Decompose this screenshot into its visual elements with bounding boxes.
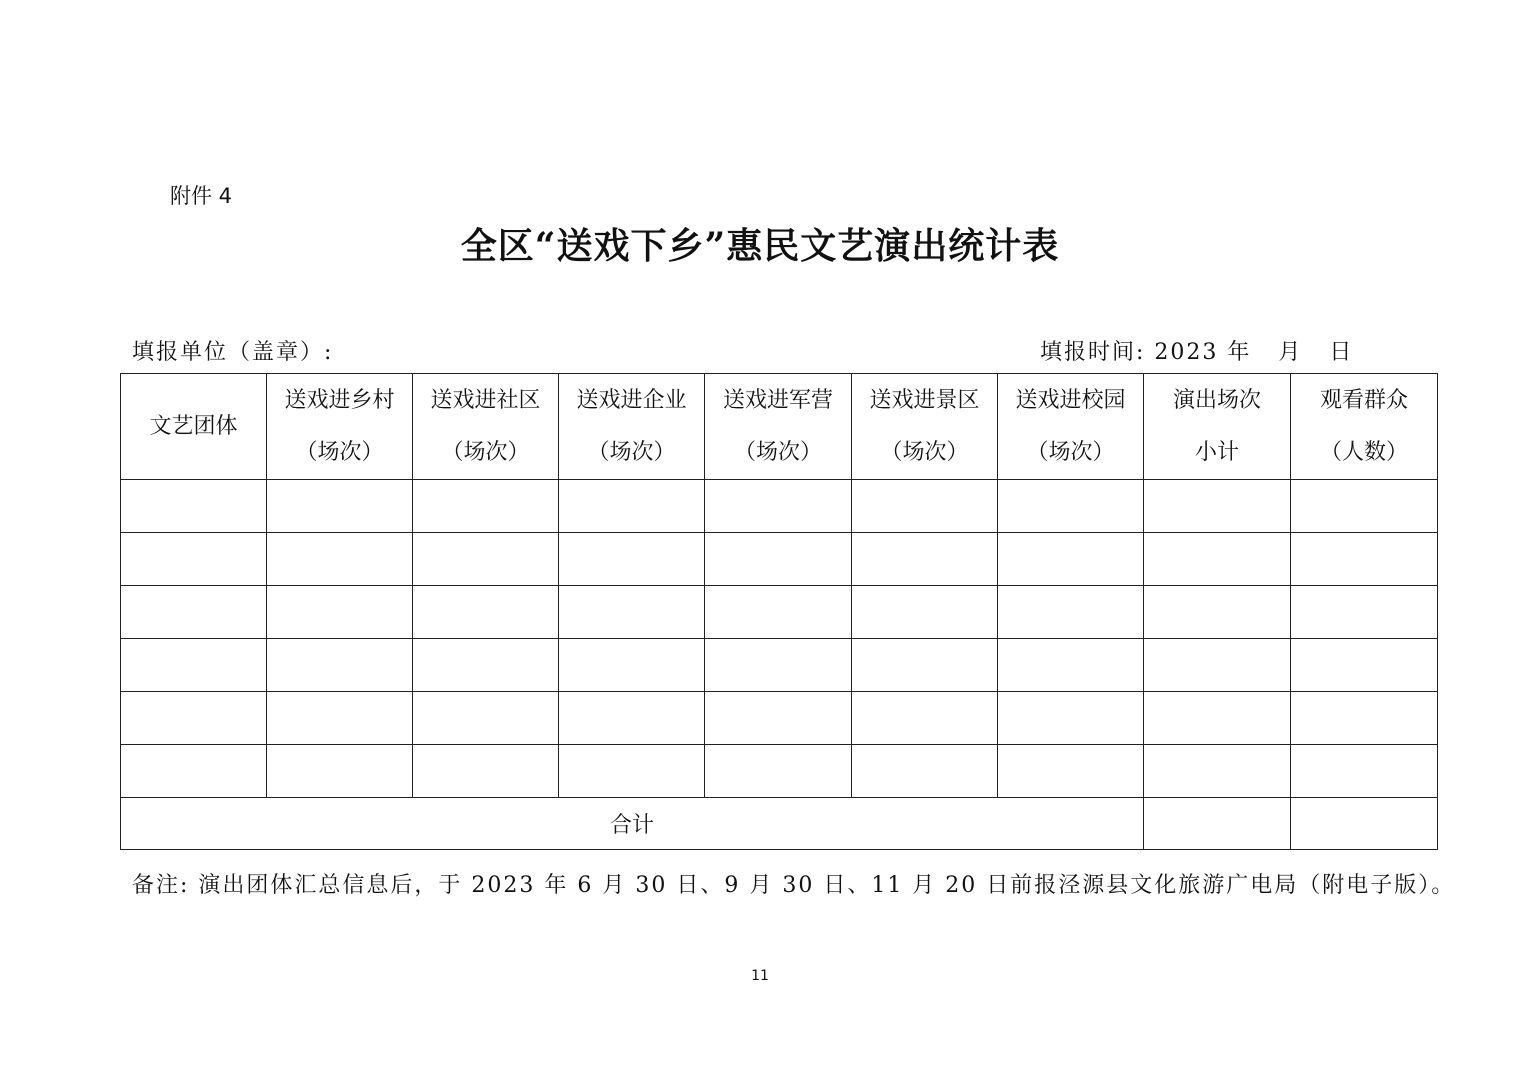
table-cell[interactable] xyxy=(705,745,852,798)
header-cell-enterprise xyxy=(559,374,705,480)
table-cell[interactable] xyxy=(413,586,559,639)
table-cell[interactable] xyxy=(121,692,267,745)
header-label: 送戏进社区 xyxy=(430,387,541,413)
table-cell[interactable] xyxy=(267,639,413,692)
header-cell-group xyxy=(121,374,267,480)
header-label: 文艺团体 xyxy=(149,413,238,439)
footnote: 备注: 演出团体汇总信息后，于 2023 年 6 月 30 日、9 月 30 日、11 月 20 日前报泾源县文化旅游广电局（附电子版）。 xyxy=(132,873,1456,898)
header-unit: （场次） xyxy=(880,439,969,465)
table-cell[interactable] xyxy=(1291,480,1438,533)
table-cell[interactable] xyxy=(705,533,852,586)
table-cell[interactable] xyxy=(998,586,1144,639)
statistics-table xyxy=(120,373,1438,850)
table-cell[interactable] xyxy=(121,480,267,533)
table-cell[interactable] xyxy=(998,692,1144,745)
table-cell[interactable] xyxy=(559,639,705,692)
header-cell-community xyxy=(413,374,559,480)
table-cell[interactable] xyxy=(852,586,998,639)
table-cell[interactable] xyxy=(121,533,267,586)
header-label: 送戏进军营 xyxy=(722,387,833,413)
table-cell[interactable] xyxy=(1291,586,1438,639)
table-cell[interactable] xyxy=(1291,533,1438,586)
table-row xyxy=(121,533,1438,586)
table-cell[interactable] xyxy=(1291,745,1438,798)
page-number: 11 xyxy=(751,968,769,984)
table-cell[interactable] xyxy=(1291,639,1438,692)
table-cell[interactable] xyxy=(998,533,1144,586)
table-cell[interactable] xyxy=(705,692,852,745)
table-cell[interactable] xyxy=(559,480,705,533)
table-cell[interactable] xyxy=(559,533,705,586)
table-cell[interactable] xyxy=(1144,533,1291,586)
table-cell[interactable] xyxy=(852,480,998,533)
table-cell[interactable] xyxy=(852,533,998,586)
table-cell[interactable] xyxy=(1144,586,1291,639)
header-cell-scenic-area xyxy=(852,374,998,480)
table-cell[interactable] xyxy=(267,533,413,586)
table-cell[interactable] xyxy=(852,745,998,798)
table-cell[interactable] xyxy=(852,692,998,745)
attachment-label: 附件 4 xyxy=(170,184,233,208)
table-cell[interactable] xyxy=(559,692,705,745)
header-label: 送戏进企业 xyxy=(576,387,687,413)
table-cell[interactable] xyxy=(413,745,559,798)
table-cell[interactable] xyxy=(998,480,1144,533)
header-unit: （场次） xyxy=(441,439,530,465)
header-cell-campus xyxy=(998,374,1144,480)
header-cell-subtotal xyxy=(1144,374,1291,480)
table-cell[interactable] xyxy=(413,533,559,586)
total-label: 合计 xyxy=(121,798,1144,850)
table-cell[interactable] xyxy=(413,639,559,692)
table-cell[interactable] xyxy=(1144,692,1291,745)
table-cell[interactable] xyxy=(121,586,267,639)
header-unit: （场次） xyxy=(1026,439,1115,465)
table-cell[interactable] xyxy=(1144,480,1291,533)
table-cell[interactable] xyxy=(705,480,852,533)
table-cell[interactable] xyxy=(705,586,852,639)
table-cell[interactable] xyxy=(121,639,267,692)
table-cell[interactable] xyxy=(413,480,559,533)
table-row xyxy=(121,639,1438,692)
total-row xyxy=(121,798,1438,850)
table-cell[interactable] xyxy=(121,745,267,798)
reporting-time-label: 填报时间: 2023 年 月 日 xyxy=(1040,340,1354,365)
header-label: 演出场次 xyxy=(1172,387,1261,413)
table-row xyxy=(121,586,1438,639)
table-cell[interactable] xyxy=(559,745,705,798)
header-label: 观看群众 xyxy=(1319,387,1408,413)
header-cell-barracks xyxy=(705,374,852,480)
header-unit: （人数） xyxy=(1319,439,1408,465)
table-cell[interactable] xyxy=(559,586,705,639)
header-cell-audience xyxy=(1291,374,1438,480)
total-cell-audience[interactable] xyxy=(1291,798,1438,850)
page-title: 全区“送戏下乡”惠民文艺演出统计表 xyxy=(460,225,1060,267)
header-unit: （场次） xyxy=(733,439,822,465)
header-cell-village xyxy=(267,374,413,480)
header-unit: （场次） xyxy=(587,439,676,465)
table-row xyxy=(121,480,1438,533)
table-row xyxy=(121,692,1438,745)
header-unit: （场次） xyxy=(295,439,384,465)
header-label: 送戏进乡村 xyxy=(284,387,395,413)
reporting-unit-label: 填报单位（盖章）: xyxy=(132,340,334,365)
table-cell[interactable] xyxy=(413,692,559,745)
table-cell[interactable] xyxy=(267,586,413,639)
table-cell[interactable] xyxy=(1144,745,1291,798)
table-header-row xyxy=(121,374,1438,480)
table-cell[interactable] xyxy=(1291,692,1438,745)
table-cell[interactable] xyxy=(998,639,1144,692)
header-label: 送戏进景区 xyxy=(869,387,980,413)
header-unit: 小计 xyxy=(1194,439,1239,465)
header-label: 送戏进校园 xyxy=(1015,387,1126,413)
table-cell[interactable] xyxy=(267,692,413,745)
table-cell[interactable] xyxy=(705,639,852,692)
table-cell[interactable] xyxy=(267,480,413,533)
table-row xyxy=(121,745,1438,798)
total-cell-subtotal[interactable] xyxy=(1144,798,1291,850)
table-cell[interactable] xyxy=(1144,639,1291,692)
table-cell[interactable] xyxy=(852,639,998,692)
table-cell[interactable] xyxy=(998,745,1144,798)
table-cell[interactable] xyxy=(267,745,413,798)
